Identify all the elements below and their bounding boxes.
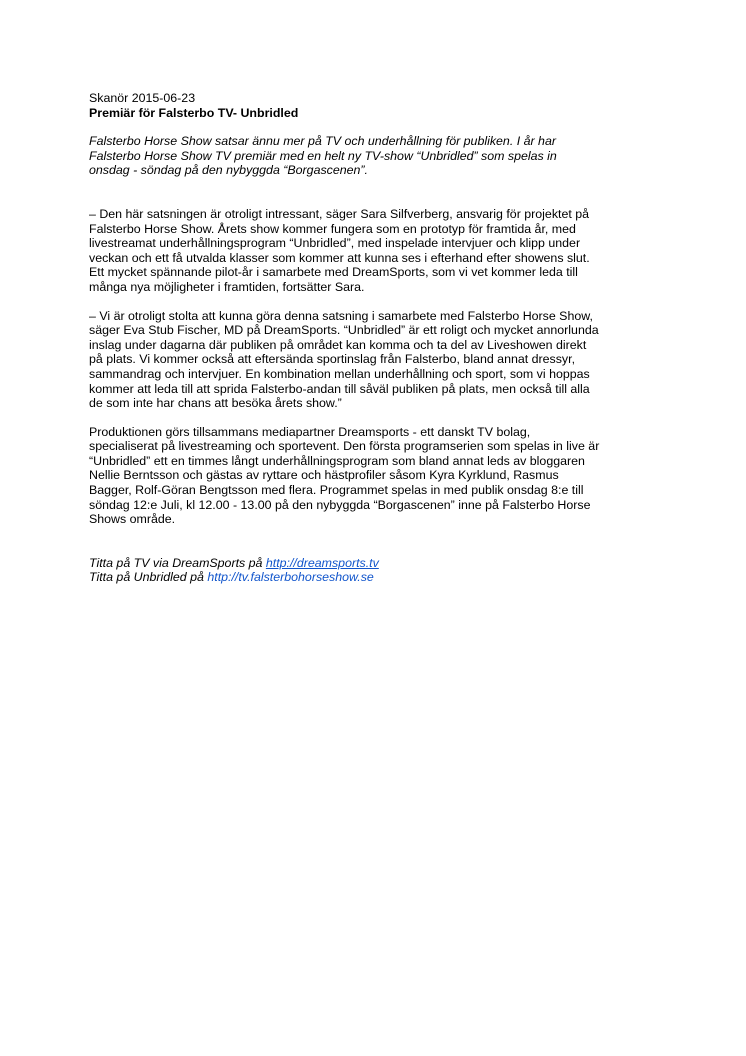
link-prefix: Titta på TV via DreamSports på [89,555,266,570]
page-title: Premiär för Falsterbo TV- Unbridled [89,105,299,120]
body-line: livestreamat underhållningsprogram “Unbridled”, med inspelade intervjuer och klipp under [89,236,581,251]
body-line: Bagger, Rolf-Göran Bengtsson med flera. Programmet spelas in med publik onsdag 8:e till [89,483,584,498]
body-line: – Vi är otroligt stolta att kunna göra denna satsning i samarbete med Falsterbo Horse Show, [89,308,593,323]
lead-paragraph [89,134,659,178]
lead-line: Falsterbo Horse Show satsar ännu mer på TV och underhållning för publiken. I år har [89,134,556,149]
production-paragraph [89,425,659,527]
dreamsports-link[interactable]: http://dreamsports.tv [265,555,379,570]
body-line: Produktionen görs tillsammans mediapartner Dreamsports - ett danskt TV bolag, [89,424,531,439]
lead-line: onsdag - söndag på den nybyggda “Borgascenen”. [89,163,368,178]
dateline: Skanör 2015-06-23 [89,91,196,105]
dreamsports-link-line [89,556,659,571]
quote-paragraph-eva [89,309,659,411]
body-line: säger Eva Stub Fischer, MD på DreamSports. “Unbridled” är ett roligt och mycket annorlunda [89,323,599,338]
body-line: kommer att leda till att sprida Falsterbo-andan till såväl publiken på plats, men också till alla [89,381,590,396]
body-line: – Den här satsningen är otroligt intressant, säger Sara Silfverberg, ansvarig för projektet på [89,206,590,221]
lead-line: Falsterbo Horse Show TV premiär med en helt ny TV-show “Unbridled” som spelas in [89,148,557,163]
link-prefix: Titta på Unbridled på [89,570,208,585]
body-line: söndag 12:e Juli, kl 12.00 - 13.00 på den nybyggda “Borgascenen” inne på Falsterbo Horse [89,497,591,512]
links-section [89,556,659,585]
body-line: specialiserat på livestreaming och sportevent. Den första programserien som spelas in live är [89,439,600,454]
press-release-page [89,91,659,585]
body-line: inslag under dagarna där publiken på området kan komma och ta del av Liveshowen direkt [89,337,587,352]
body-line: veckan och ett få utvalda klasser som kommer att kunna ses i efterhand efter showens slut. [89,250,590,265]
unbridled-link-line [89,570,659,585]
body-line: de som inte har chans att besöka årets show.” [89,396,342,411]
quote-paragraph-sara [89,207,659,295]
body-line: Shows område. [89,512,176,527]
body-line: Nellie Berntsson och gästas av ryttare och hästprofiler såsom Kyra Kyrklund, Rasmus [89,468,559,483]
body-line: “Unbridled” ett en timmes långt underhållningsprogram som bland annat leds av bloggaren [89,453,585,468]
body-line: sammandrag och intervjuer. En kombination mellan underhållning och sport, som vi hoppas [89,366,590,381]
unbridled-link[interactable]: http://tv.falsterbohorseshow.se [207,570,374,585]
body-line: Ett mycket spännande pilot-år i samarbete med DreamSports, som vi vet kommer leda till [89,265,578,280]
body-line: Falsterbo Horse Show. Årets show kommer fungera som en prototyp för framtida år, med [89,221,576,236]
body-line: många nya möjligheter i framtiden, fortsätter Sara. [89,279,365,294]
body-line: på plats. Vi kommer också att eftersända sportinslag från Falsterbo, bland annat dressyr, [89,352,576,367]
